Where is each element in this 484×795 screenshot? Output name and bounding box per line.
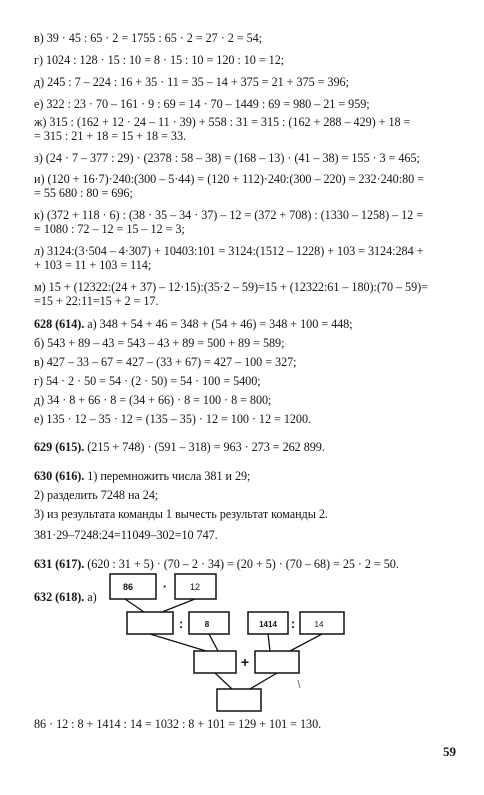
task-628-a: а) 348 + 54 + 46 = 348 + (54 + 46) = 348 + 100 = 448; [84, 317, 353, 331]
task-631-label: 631 (617). [34, 557, 85, 571]
solution-627-v: в) 39 · 45 : 65 · 2 = 1755 : 65 · 2 = 27 · 2 = 54; [34, 31, 262, 45]
tree-value-14: 14 [314, 620, 324, 629]
tree-box-sum [217, 689, 261, 711]
task-630-step-2: 2) разделить 7248 на 24; [34, 488, 159, 502]
tree-value-8: 8 [204, 620, 210, 629]
tree-value-86: 86 [122, 582, 134, 592]
tree-box-product [127, 612, 173, 634]
solution-627-m-line1: м) 15 + (12322:(24 + 37) – 12·15):(35·2 – 59)=15 + (12322:61 – 180):(70 – 59)= [34, 280, 428, 294]
solution-627-l-line2: + 103 = 11 + 103 = 114; [34, 258, 152, 272]
solution-627-d: д) 245 : 7 – 224 : 16 + 35 · 11 = 35 – 14 + 375 = 21 + 375 = 396; [34, 75, 349, 89]
tree-op-plus: + [240, 654, 250, 670]
task-632-result: 86 · 12 : 8 + 1414 : 14 = 1032 : 8 + 101 = 129 + 101 = 130. [34, 717, 322, 731]
task-628-e: е) 135 · 12 – 35 · 12 = (135 – 35) · 12 = 100 · 12 = 1200. [34, 412, 312, 426]
solution-627-i-line1: и) (120 + 16·7)·240:(300 – 5·44) = (120 + 112)·240:(300 – 220) = 232·240:80 = [34, 172, 424, 186]
task-630-label: 630 (616). [34, 469, 85, 483]
task-632-part-a: а) [84, 590, 97, 604]
task-629-text: (215 + 748) · (591 – 318) = 963 · 273 = 262 899. [84, 440, 325, 454]
task-632-label: 632 (618). [34, 590, 85, 604]
task-631-text: (620 : 31 + 5) · (70 – 2 · 34) = (20 + 5) · (70 – 68) = 25 · 2 = 50. [84, 557, 399, 571]
task-628-d: д) 34 · 8 + 66 · 8 = (34 + 66) · 8 = 100 · 8 = 800; [34, 393, 272, 407]
task-630-step-1: 1) перемножить числа 381 и 29; [84, 469, 251, 483]
page-number: 59 [443, 744, 456, 759]
tree-value-1414: 1414 [259, 620, 277, 629]
tree-op-divide-2: : [290, 616, 296, 631]
solution-627-g: г) 1024 : 128 · 15 : 10 = 8 · 15 : 10 = 120 : 10 = 12; [34, 53, 285, 67]
tree-box-quotient-2 [255, 651, 299, 673]
tree-op-multiply: · [162, 579, 168, 594]
solution-627-i-line2: = 55 680 : 80 = 696; [34, 186, 133, 200]
solution-627-l-line1: л) 3124:(3·504 – 4·307) + 10403:101 = 3124:(1512 – 1228) + 103 = 3124:284 + [34, 244, 424, 258]
task-628-label: 628 (614). [34, 317, 85, 331]
task-630-result: 381·29–7248:24=11049–302=10 747. [34, 528, 218, 542]
solution-627-e: е) 322 : 23 · 70 – 161 · 9 : 69 = 14 · 70 – 1449 : 69 = 980 – 21 = 959; [34, 97, 370, 111]
task-628-g: г) 54 · 2 · 50 = 54 · (2 · 50) = 54 · 100 = 5400; [34, 374, 261, 388]
solution-627-k-line1: к) (372 + 118 · 6) : (38 · 35 – 34 · 37) – 12 = (372 + 708) : (1330 – 1258) – 12 = [34, 208, 424, 222]
solution-627-z: з) (24 · 7 – 377 : 29) · (2378 : 58 – 38) = (168 – 13) · (41 – 38) = 155 · 3 = 465; [34, 151, 420, 165]
task-628-b: б) 543 + 89 – 43 = 543 – 43 + 89 = 500 + 89 = 589; [34, 336, 285, 350]
solution-627-m-line2: =15 + 22:11=15 + 2 = 17. [34, 294, 159, 308]
task-628-v: в) 427 – 33 – 67 = 427 – (33 + 67) = 427 – 100 = 327; [34, 355, 297, 369]
solution-627-k-line2: = 1080 : 72 – 12 = 15 – 12 = 3; [34, 222, 185, 236]
solution-627-zh-line2: = 315 : 21 + 18 = 15 + 18 = 33. [34, 129, 186, 143]
task-630-step-3: 3) из результата команды 1 вычесть результат команды 2. [34, 507, 328, 521]
tree-op-divide-1: : [178, 616, 184, 631]
tree-box-quotient-1 [194, 651, 236, 673]
stray-pen-mark [298, 680, 300, 688]
solution-627-zh-line1: ж) 315 : (162 + 12 · 24 – 11 · 39) + 558 : 31 = 315 : (162 + 288 – 429) + 18 = [34, 115, 411, 129]
task-629-label: 629 (615). [34, 440, 85, 454]
tree-value-12: 12 [189, 582, 201, 592]
